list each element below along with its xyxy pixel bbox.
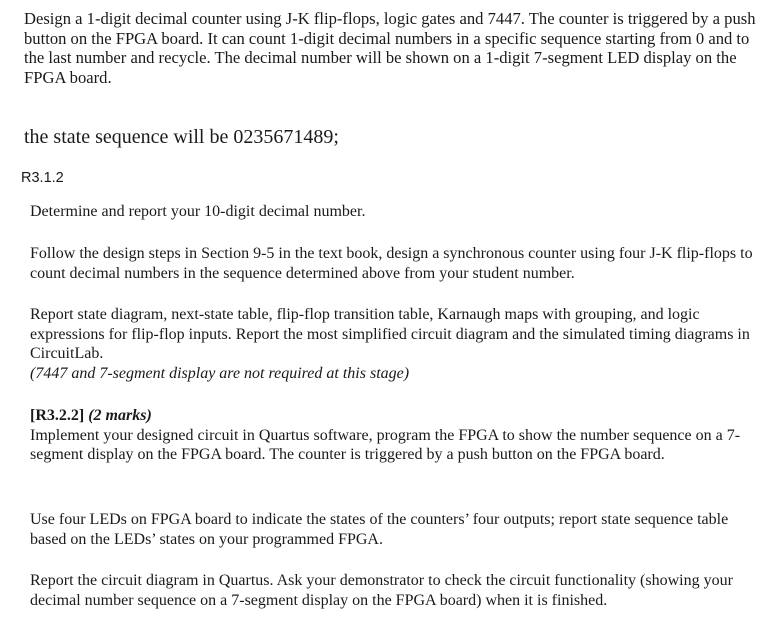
r312-determine-paragraph: Determine and report your 10-digit decimal number. [30, 203, 366, 220]
r312-design-paragraph: Follow the design steps in Section 9-5 in the text book, design a synchronous counter using four J-K flip-flops to count decimal numbers in the sequence determined above from your student number. [30, 245, 753, 282]
r322-quartus-paragraph: Report the circuit diagram in Quartus. Ask your demonstrator to check the circuit functionality (showing your decimal number sequence on a 7-segment display on the FPGA board) when it is finished. [30, 572, 733, 609]
section-label-r312: R3.1.2 [21, 170, 64, 186]
r312-report-paragraph: Report state diagram, next-state table, flip-flop transition table, Karnaugh maps with grouping, and logic expressions for flip-flop inputs. Report the most simplified circuit diagram and the simulated timing diagrams in CircuitLab. [30, 306, 750, 362]
r312-report-note: (7447 and 7-segment display are not required at this stage) [30, 364, 410, 382]
r322-marks: (2 marks) [88, 407, 152, 424]
r322-heading [30, 406, 755, 426]
r322-block [30, 406, 755, 465]
intro-paragraph: Design a 1-digit decimal counter using J-K flip-flops, logic gates and 7447. The counter is triggered by a push button on the FPGA board. It can count 1-digit decimal numbers in a specific sequence starting from 0 and to the last number and recycle. The decimal number will be shown on a 1-digit 7-segment LED display on the FPGA board. [24, 9, 756, 87]
r322-implement-paragraph: Implement your designed circuit in Quartus software, program the FPGA to show the number sequence on a 7-segment display on the FPGA board. The counter is triggered by a push button on the FPGA board. [30, 426, 741, 463]
r312-report-block [30, 305, 755, 383]
r322-code: [R3.2.2] [30, 407, 85, 424]
r322-leds-paragraph: Use four LEDs on FPGA board to indicate the states of the counters’ four outputs; report state sequence table based on the LEDs’ states on your programmed FPGA. [30, 511, 729, 548]
sequence-statement: the state sequence will be 0235671489; [24, 126, 339, 148]
